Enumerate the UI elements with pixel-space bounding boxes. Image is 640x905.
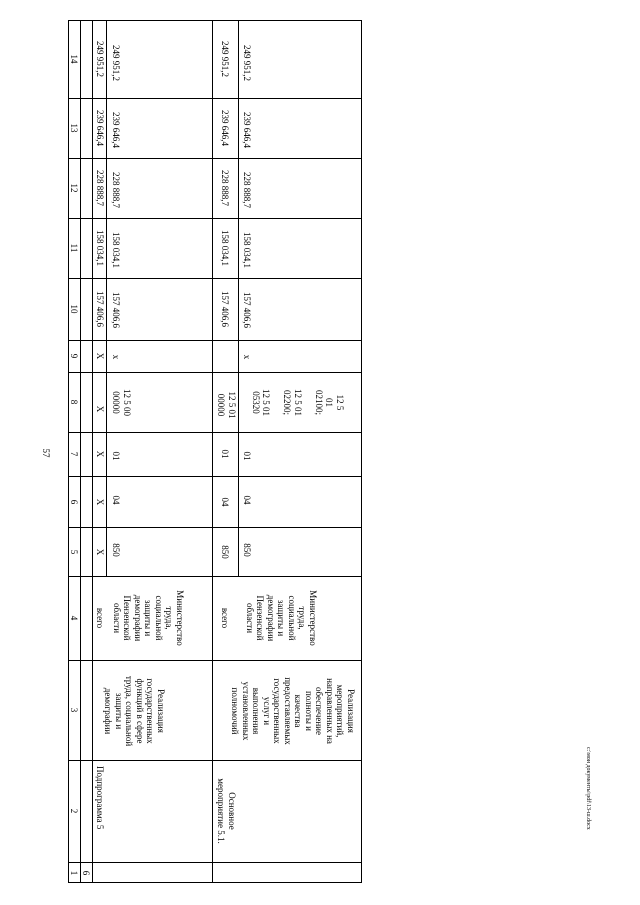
row2-ministry-c7: 01 [242, 451, 252, 461]
section-number: 6 [81, 870, 92, 876]
row2-program: Основное мероприятие 5.1. [216, 778, 237, 844]
row2-description: Реализация мероприятий, направленных на обеспечение полноты и качества предоставляемых государственных услуг и выполнения установленных полномочий [230, 677, 356, 745]
row1-ministry-c8: 12 5 00 00000 [111, 389, 132, 416]
row1-total-c14: 249 951,2 [95, 41, 106, 77]
row1-total-c13: 239 646,4 [95, 110, 106, 146]
row1-total-c10: 157 406,6 [95, 291, 106, 327]
row2-ministry-c4: Министерство труда, социальной защиты и демографии Пензенской области [245, 590, 318, 646]
row2-ministry-c9: x [242, 354, 252, 360]
row1-program: Подпрограмма 5 [95, 766, 105, 830]
col-header-9: 9 [69, 353, 80, 359]
row2-total-c9 [219, 336, 231, 376]
col-header-3: 3 [69, 707, 80, 713]
col-header-4: 4 [69, 615, 80, 621]
row2-ministry-c6: 04 [242, 495, 252, 505]
row1-ministry-c11: 158 034,1 [111, 232, 121, 268]
row1-ministry-c10: 157 406,6 [111, 292, 121, 328]
col-header-11: 11 [69, 243, 80, 253]
col-header-13: 13 [69, 123, 80, 133]
row2-ministry-c11: 158 034,1 [242, 232, 252, 268]
row1-ministry-c7: 01 [111, 451, 121, 461]
row2-ministry-c14: 249 951,2 [242, 45, 252, 81]
col-header-12: 12 [69, 183, 80, 193]
row1-total-c4: всего [95, 607, 106, 629]
footer-file-path: c:\мои документы\pdf\13-ш.docx [585, 747, 591, 830]
col-header-5: 5 [69, 549, 80, 555]
row1-ministry-c4: Министерство труда, социальной защиты и демографии Пензенской области [112, 590, 185, 646]
row2-total-c5: 850 [220, 545, 231, 559]
row2-total-c7: 01 [220, 449, 231, 459]
col-header-6: 6 [69, 499, 80, 505]
col-header-2: 2 [69, 808, 80, 814]
row2-ministry-c12: 228 888,7 [242, 172, 252, 208]
row1-total-c5: X [95, 548, 106, 556]
row1-total-c8: X [95, 405, 106, 413]
row1-total-c11: 158 034,1 [95, 230, 106, 266]
col-header-1: 1 [69, 870, 80, 876]
row1-ministry-c5: 850 [111, 543, 121, 557]
page-number: 57 [41, 448, 51, 458]
row2-total-c4: всего [220, 607, 231, 629]
row1-total-c12: 228 888,7 [95, 170, 106, 206]
row1-ministry-c6: 04 [111, 495, 121, 505]
row2-total-c6: 04 [220, 497, 231, 507]
row1-description: Реализация государственных функций в сфере труда, социальной защиты и демографии [103, 675, 166, 747]
col-header-10: 10 [69, 304, 80, 314]
row1-ministry-c12: 228 888,7 [111, 172, 121, 208]
row2-total-c12: 228 888,7 [220, 170, 231, 206]
row1-ministry-c9: x [111, 354, 121, 360]
row2-total-c10: 157 406,6 [220, 291, 231, 327]
row1-ministry-c14: 249 951,2 [111, 45, 121, 81]
row2-ministry-c13: 239 646,4 [242, 112, 252, 148]
col-header-8: 8 [69, 399, 80, 405]
row2-total-c13: 239 646,4 [220, 110, 231, 146]
col-header-14: 14 [69, 54, 80, 64]
row1-total-c6: X [95, 498, 106, 506]
row2-total-c14: 249 951,2 [220, 41, 231, 77]
row1-total-c7: X [95, 450, 106, 458]
row1-ministry-c13: 239 646,4 [111, 112, 121, 148]
row2-ministry-c5: 850 [242, 543, 252, 557]
row2-ministry-c10: 157 406,6 [242, 292, 252, 328]
col-header-7: 7 [69, 451, 80, 457]
row1-total-c9: X [95, 352, 106, 360]
row2-total-c11: 158 034,1 [220, 230, 231, 266]
row2-ministry-c8: 12 5 01 02100; 12 5 01 02200; 12 5 01 05320 [251, 389, 345, 416]
row2-total-c8: 12 5 01 00000 [216, 391, 237, 419]
